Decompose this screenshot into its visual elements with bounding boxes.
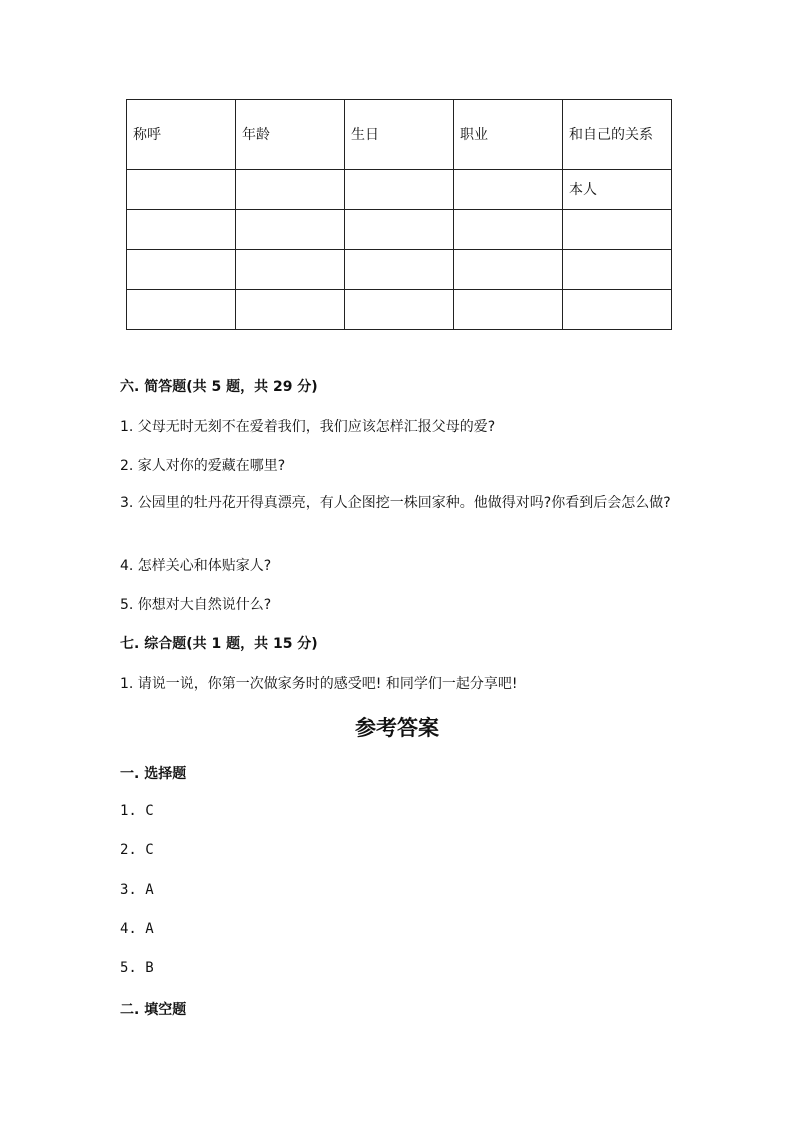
table-cell (127, 210, 236, 250)
table-cell (127, 250, 236, 290)
section6-question-4: 4. 怎样关心和体贴家人? (120, 558, 272, 574)
section7-heading: 七. 综合题(共 1 题，共 15 分) (120, 636, 318, 652)
table-row (127, 170, 672, 210)
table-cell (127, 170, 236, 210)
table-cell (127, 290, 236, 330)
table-cell (345, 210, 454, 250)
table-cell (345, 250, 454, 290)
section7-question-1: 1. 请说一说，你第一次做家务时的感受吧! 和同学们一起分享吧! (120, 676, 518, 692)
table-cell (454, 210, 563, 250)
table-cell (345, 290, 454, 330)
table-cell (236, 290, 345, 330)
table-row (127, 210, 672, 250)
family-info-table (126, 99, 672, 330)
answer-item-1: 1. C (120, 803, 154, 819)
answer-item-5: 5. B (120, 960, 154, 976)
answer-section2-heading: 二. 填空题 (120, 1002, 187, 1018)
table-cell (563, 210, 672, 250)
section6-heading: 六. 简答题(共 5 题，共 29 分) (120, 379, 318, 395)
table-cell (454, 290, 563, 330)
answer-key-title: 参考答案 (355, 715, 439, 740)
table-cell (454, 250, 563, 290)
header-cell-relation: 和自己的关系 (563, 100, 672, 170)
header-cell-age: 年龄 (236, 100, 345, 170)
table-cell (236, 170, 345, 210)
answer-section1-heading: 一. 选择题 (120, 766, 187, 782)
section6-question-3: 3. 公园里的牡丹花开得真漂亮，有人企图挖一株回家种。他做得对吗?你看到后会怎么做? (120, 495, 671, 511)
section6-question-1: 1. 父母无时无刻不在爱着我们，我们应该怎样汇报父母的爱? (120, 419, 496, 435)
table-row (127, 250, 672, 290)
table-header-row (127, 100, 672, 170)
header-cell-name: 称呼 (127, 100, 236, 170)
table-cell: 本人 (563, 170, 672, 210)
answer-item-3: 3. A (120, 882, 154, 898)
table-cell (563, 250, 672, 290)
answer-item-4: 4. A (120, 921, 154, 937)
section6-question-5: 5. 你想对大自然说什么? (120, 597, 272, 613)
header-cell-occupation: 职业 (454, 100, 563, 170)
table-cell (345, 170, 454, 210)
table-cell (236, 250, 345, 290)
table-row (127, 290, 672, 330)
header-cell-birthday: 生日 (345, 100, 454, 170)
section6-question-2: 2. 家人对你的爱藏在哪里? (120, 458, 286, 474)
answer-item-2: 2. C (120, 842, 154, 858)
table-cell (563, 290, 672, 330)
table-cell (454, 170, 563, 210)
table-cell (236, 210, 345, 250)
